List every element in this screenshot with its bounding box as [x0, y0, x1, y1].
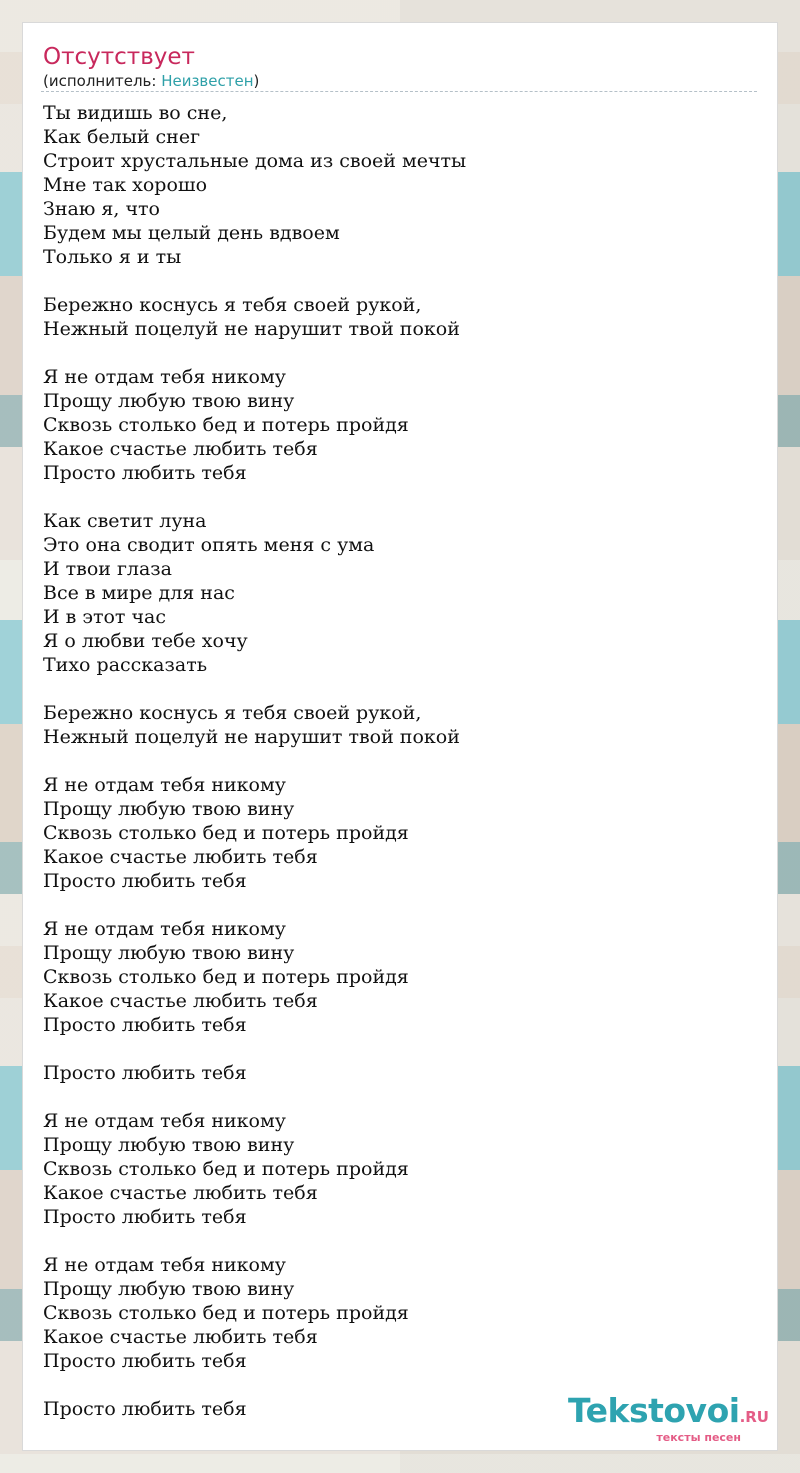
lyric-line: Как белый снег [43, 126, 201, 148]
lyric-blank-line [43, 1037, 763, 1061]
lyric-line: Какое счастье любить тебя [43, 1182, 318, 1204]
lyric-line: Сквозь столько бед и потерь пройдя [43, 414, 409, 436]
lyric-line: Какое счастье любить тебя [43, 438, 318, 460]
lyric-line: Бережно коснусь я тебя своей рукой, [43, 702, 422, 724]
site-logo[interactable] [568, 1391, 769, 1444]
lyric-line: Как светит луна [43, 510, 207, 532]
artist-prefix: (исполнитель: [43, 72, 162, 90]
lyric-line: Какое счастье любить тебя [43, 846, 318, 868]
lyric-line: Я не отдам тебя никому [43, 918, 286, 940]
lyric-line: Просто любить тебя [43, 1014, 247, 1036]
artist-suffix: ) [253, 72, 260, 90]
lyric-line: Все в мире для нас [43, 582, 235, 604]
lyric-line: Просто любить тебя [43, 1062, 247, 1084]
lyric-line: Просто любить тебя [43, 462, 247, 484]
lyric-line: Какое счастье любить тебя [43, 990, 318, 1012]
lyric-line: Только я и ты [43, 246, 182, 268]
lyric-line: Сквозь столько бед и потерь пройдя [43, 1302, 409, 1324]
lyrics-card [22, 22, 778, 1451]
lyric-line: Я не отдам тебя никому [43, 1110, 286, 1132]
lyric-line: Бережно коснусь я тебя своей рукой, [43, 294, 422, 316]
lyric-blank-line [43, 1085, 763, 1109]
lyric-line: Прощу любую твою вину [43, 942, 295, 964]
lyric-line: Знаю я, что [43, 198, 160, 220]
lyric-line: Нежный поцелуй не нарушит твой покой [43, 726, 460, 748]
lyric-line: Я не отдам тебя никому [43, 366, 286, 388]
song-title: Отсутствует [43, 44, 195, 70]
lyric-blank-line [43, 485, 763, 509]
lyric-line: Просто любить тебя [43, 870, 247, 892]
lyric-line: Просто любить тебя [43, 1206, 247, 1228]
lyric-line: Прощу любую твою вину [43, 390, 295, 412]
lyric-blank-line [43, 1229, 763, 1253]
lyric-blank-line [43, 677, 763, 701]
lyric-line: Строит хрустальные дома из своей мечты [43, 150, 467, 172]
lyric-line: Прощу любую твою вину [43, 1134, 295, 1156]
lyric-blank-line [43, 749, 763, 773]
lyric-line: Я не отдам тебя никому [43, 1254, 286, 1276]
lyric-line: И твои глаза [43, 558, 173, 580]
lyric-line: Будем мы целый день вдвоем [43, 222, 340, 244]
lyric-line: И в этот час [43, 606, 167, 628]
logo-domain: .RU [739, 1408, 769, 1426]
lyric-line: Просто любить тебя [43, 1350, 247, 1372]
lyric-line: Ты видишь во сне, [43, 102, 228, 124]
lyric-line: Сквозь столько бед и потерь пройдя [43, 966, 409, 988]
lyric-blank-line [43, 269, 763, 293]
logo-tagline: тексты песен [656, 1431, 741, 1444]
lyric-blank-line [43, 341, 763, 365]
logo-wordmark: Tekstovoi [568, 1391, 740, 1430]
lyric-line: Просто любить тебя [43, 1398, 247, 1420]
lyric-line: Мне так хорошо [43, 174, 208, 196]
lyrics-text [43, 101, 763, 1421]
lyric-line: Какое счастье любить тебя [43, 1326, 318, 1348]
artist-link[interactable]: Неизвестен [161, 72, 254, 90]
artist-line [43, 71, 259, 91]
lyric-line: Это она сводит опять меня с ума [43, 534, 375, 556]
lyric-line: Я о любви тебе хочу [43, 630, 248, 652]
lyric-blank-line [43, 893, 763, 917]
lyric-line: Тихо рассказать [43, 654, 208, 676]
lyric-line: Прощу любую твою вину [43, 1278, 295, 1300]
lyric-line: Нежный поцелуй не нарушит твой покой [43, 318, 460, 340]
lyric-line: Сквозь столько бед и потерь пройдя [43, 822, 409, 844]
lyric-line: Я не отдам тебя никому [43, 774, 286, 796]
lyric-line: Сквозь столько бед и потерь пройдя [43, 1158, 409, 1180]
title-divider [41, 91, 757, 92]
lyric-line: Прощу любую твою вину [43, 798, 295, 820]
